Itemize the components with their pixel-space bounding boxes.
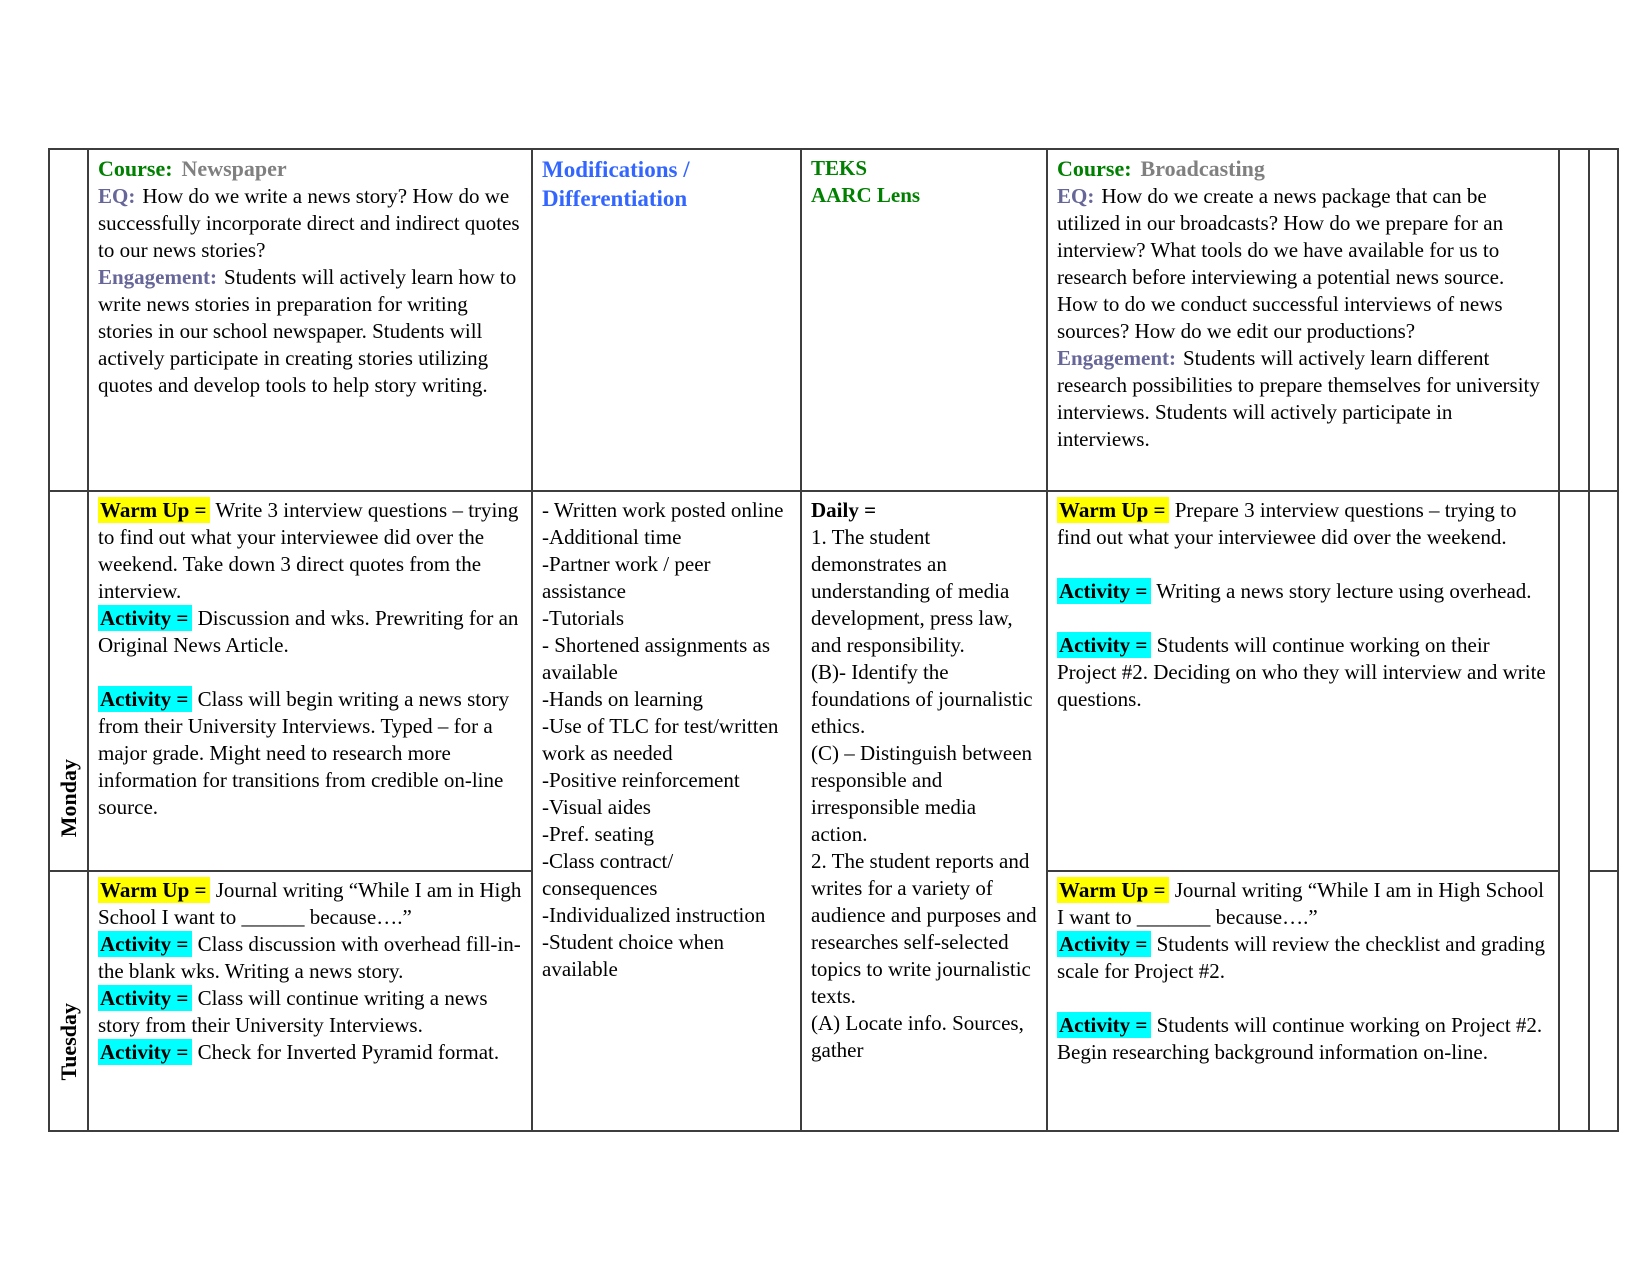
- modification-item: -Class contract/ consequences: [542, 849, 674, 900]
- teks-title-line2: AARC Lens: [811, 183, 921, 207]
- activity-paragraph: [1057, 632, 1549, 713]
- activity-highlight: Activity =: [1057, 931, 1151, 957]
- tuesday-newspaper-cell: [89, 872, 533, 1130]
- teks-daily-cell: [802, 492, 1048, 1130]
- activity-paragraph: [98, 985, 522, 1039]
- corner-cell: [50, 150, 89, 492]
- activity-highlight: Activity =: [98, 931, 192, 957]
- engagement-text: Students will actively learn different research possibilities to prepare themselves for university interviews. Students will actively participate in interviews.: [1057, 346, 1540, 451]
- eq-label: EQ:: [1057, 184, 1095, 208]
- activity-paragraph: [1057, 578, 1549, 605]
- modification-item: -Individualized instruction: [542, 903, 766, 927]
- activity-paragraph: [98, 605, 522, 659]
- warmup-highlight: Warm Up =: [98, 497, 210, 523]
- activity-text: Class discussion with overhead fill-in-the blank wks. Writing a news story.: [98, 932, 521, 983]
- warmup-highlight: Warm Up =: [98, 877, 210, 903]
- warmup-paragraph: [98, 497, 522, 605]
- warmup-text: Journal writing “While I am in High School I want to ______ because….”: [98, 878, 522, 929]
- teks-header-cell: [802, 150, 1048, 492]
- course-line: [1057, 155, 1549, 183]
- modifications-header-cell: [533, 150, 802, 492]
- monday-day-label: Monday: [55, 758, 81, 837]
- activity-highlight: Activity =: [98, 605, 192, 631]
- teks-title-line1: TEKS: [811, 156, 868, 180]
- modification-item: -Student choice when available: [542, 930, 724, 981]
- activity-highlight: Activity =: [1057, 632, 1151, 658]
- activity-highlight: Activity =: [1057, 578, 1151, 604]
- activity-highlight: Activity =: [98, 686, 192, 712]
- monday-day-cell: [50, 492, 89, 872]
- teks-item: 2. The student reports and writes for a variety of audience and purposes and researches self-selected topics to write journalistic texts.: [811, 849, 1037, 1008]
- engagement-label: Engagement:: [98, 265, 217, 289]
- engagement-label: Engagement:: [1057, 346, 1176, 370]
- activity-text: Students will continue working on Project #2. Begin researching background information on-line.: [1057, 1013, 1543, 1064]
- teks-item: 1. The student demonstrates an understanding of media development, press law, and responsibility.: [811, 525, 1013, 657]
- modification-item: - Shortened assignments as available: [542, 633, 771, 684]
- tuesday-broadcasting-cell: [1048, 872, 1560, 1130]
- engagement-paragraph: [1057, 345, 1549, 453]
- eq-paragraph: [1057, 183, 1549, 345]
- modification-item: -Use of TLC for test/written work as needed: [542, 714, 779, 765]
- activity-text: Students will continue working on their Project #2. Deciding on who they will interview and write questions.: [1057, 633, 1546, 711]
- eq-paragraph: [98, 183, 522, 264]
- warmup-text: Journal writing “While I am in High School I want to _______ because….”: [1057, 878, 1544, 929]
- activity-highlight: Activity =: [98, 985, 192, 1011]
- activity-paragraph: [1057, 1012, 1549, 1066]
- warmup-text: Write 3 interview questions – trying to find out what your interviewee did over the weekend. Take down 3 direct quotes from the interview.: [98, 498, 519, 603]
- activity-paragraph: [98, 1039, 522, 1066]
- activity-paragraph: [98, 931, 522, 985]
- daily-heading: Daily =: [811, 498, 877, 522]
- activity-text: Class will begin writing a news story from their University Interviews. Typed – for a major grade. Might need to research more information for transitions from credible on-line source.: [98, 687, 510, 819]
- teks-item: (A) Locate info. Sources, gather: [811, 1011, 1024, 1062]
- engagement-text: Students will actively learn how to write news stories in preparation for writing stories in our school newspaper. Students will actively participate in creating stories utilizing quotes and develop tools to help story writing.: [98, 265, 517, 397]
- eq-label: EQ:: [98, 184, 136, 208]
- activity-text: Check for Inverted Pyramid format.: [192, 1040, 500, 1064]
- engagement-paragraph: [98, 264, 522, 399]
- monday-broadcasting-cell: [1048, 492, 1560, 872]
- eq-text: How do we write a news story? How do we successfully incorporate direct and indirect quotes to our news stories?: [98, 184, 520, 262]
- activity-highlight: Activity =: [1057, 1012, 1151, 1038]
- course-value: Newspaper: [181, 156, 287, 181]
- broadcasting-header-cell: [1048, 150, 1560, 492]
- course-label: Course:: [98, 156, 173, 181]
- lesson-plan-table: [48, 148, 1619, 1132]
- eq-text: How do we create a news package that can be utilized in our broadcasts? How do we prepare for an interview? What tools do we have available for us to research before interviewing a potential news source. How to do we conduct successful interviews of news sources? How do we edit our productions?: [1057, 184, 1505, 343]
- modification-item: - Written work posted online: [542, 498, 784, 522]
- course-label: Course:: [1057, 156, 1132, 181]
- activity-text: Discussion and wks. Prewriting for an Original News Article.: [98, 606, 519, 657]
- activity-text: Writing a news story lecture using overhead.: [1151, 579, 1532, 603]
- modifications-cell: [533, 492, 802, 1130]
- monday-newspaper-cell: [89, 492, 533, 872]
- activity-text: Students will review the checklist and grading scale for Project #2.: [1057, 932, 1546, 983]
- modification-item: -Tutorials: [542, 606, 625, 630]
- warmup-paragraph: [1057, 497, 1549, 551]
- course-line: [98, 155, 522, 183]
- activity-paragraph: [1057, 931, 1549, 985]
- modification-item: -Hands on learning: [542, 687, 703, 711]
- course-value: Broadcasting: [1140, 156, 1265, 181]
- spacer-column-header-cell: [1560, 150, 1590, 492]
- modification-item: -Pref. seating: [542, 822, 654, 846]
- modification-item: -Visual aides: [542, 795, 651, 819]
- modification-item: -Additional time: [542, 525, 682, 549]
- modification-item: -Partner work / peer assistance: [542, 552, 711, 603]
- spacer-column2-header-cell: [1590, 150, 1617, 492]
- activity-paragraph: [98, 686, 522, 821]
- tuesday-day-label: Tuesday: [55, 1002, 81, 1080]
- warmup-highlight: Warm Up =: [1057, 877, 1169, 903]
- modifications-title: Modifications / Differentiation: [542, 157, 690, 211]
- teks-item: (C) – Distinguish between responsible and irresponsible media action.: [811, 741, 1033, 846]
- activity-highlight: Activity =: [98, 1039, 192, 1065]
- teks-item: (B)- Identify the foundations of journalistic ethics.: [811, 660, 1033, 738]
- spacer-column-body-cell: [1560, 492, 1590, 1130]
- warmup-paragraph: [1057, 877, 1549, 931]
- tuesday-day-cell: [50, 872, 89, 1130]
- spacer-column2-monday-cell: [1590, 492, 1617, 872]
- spacer-column2-tuesday-cell: [1590, 872, 1617, 1130]
- modification-item: -Positive reinforcement: [542, 768, 740, 792]
- newspaper-header-cell: [89, 150, 533, 492]
- warmup-text: Prepare 3 interview questions – trying to find out what your interviewee did over the weekend.: [1057, 498, 1517, 549]
- warmup-paragraph: [98, 877, 522, 931]
- warmup-highlight: Warm Up =: [1057, 497, 1169, 523]
- activity-text: Class will continue writing a news story from their University Interviews.: [98, 986, 488, 1037]
